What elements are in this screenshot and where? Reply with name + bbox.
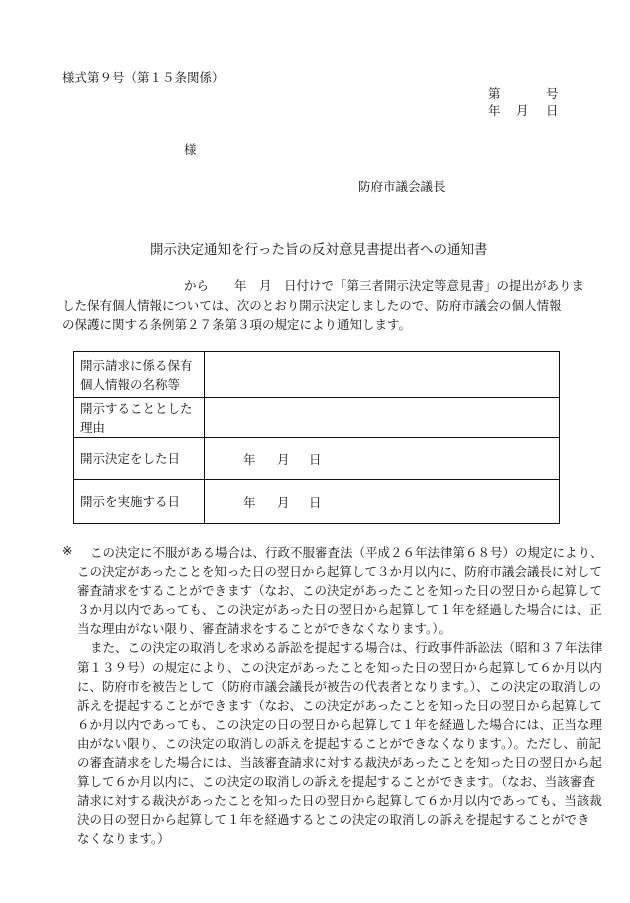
note-line: また、この決定の取消しを求める訴訟を提起する場合は、行政事件訴訟法（昭和３７年法律: [90, 640, 603, 656]
decision-date-value: [205, 438, 560, 480]
note-line: に、防府市を被告として（防府市議会議長が被告の代表者となります。）、この決定の取消しの: [77, 678, 602, 694]
row-label: [74, 398, 205, 438]
document-date: [488, 101, 559, 119]
table-row: [74, 438, 560, 480]
table-row: [74, 352, 560, 398]
row-label: [74, 352, 205, 398]
row-label-line: 個人情報の名称等: [80, 376, 181, 392]
note-line: 審査請求をすることができます（なお、この決定があったことを知った日の翌日から起算して: [77, 583, 602, 599]
date-year: 年: [243, 451, 256, 467]
note-line: 由がない限り、この決定の取消しの訴えを提起することができなくなります。）。ただし、前記: [77, 735, 602, 751]
note-line: ６か月以内であっても、この決定の日の翌日から起算して１年を経過した場合には、正当な理: [77, 716, 602, 732]
date-year: 年: [243, 494, 256, 510]
row-value: [205, 398, 560, 438]
note-mark: ※: [62, 543, 73, 558]
document-number: [488, 84, 559, 102]
doc-number-prefix: 第: [488, 86, 501, 101]
table-row: [74, 398, 560, 438]
intro-line: した保有個人情報については、次のとおり開示決定しましたので、防府市議会の個人情報: [62, 297, 562, 313]
doc-number-suffix: 号: [546, 86, 559, 101]
row-label: 開示を実施する日: [74, 480, 205, 524]
notes-section: [62, 543, 603, 849]
intro-line: から 年 月 日付けで「第三者開示決定等意見書」の提出がありま: [184, 278, 585, 293]
note-line: 算して６か月以内に、この決定の取消しの訴えを提起することができます。（なお、当該審査: [77, 774, 595, 790]
intro-paragraph: [62, 276, 585, 335]
addressee-honorific: 様: [184, 142, 197, 157]
note-line: この決定があったことを知った日の翌日から起算して３か月以内に、防府市議会議長に対して: [77, 564, 602, 580]
note-line: 第１３９号）の規定により、この決定があったことを知った日の翌日から起算して６か月以内: [77, 659, 602, 675]
note-line: の審査請求をした場合には、当該審査請求に対する裁決があったことを知った日の翌日から起: [77, 755, 602, 771]
document-title: 開示決定通知を行った旨の反対意見書提出者への通知書: [150, 242, 488, 258]
note-line: なくなります。）: [77, 831, 170, 847]
note-line: この決定に不服がある場合は、行政不服審査法（平成２６年法律第６８号）の規定により、: [90, 545, 603, 560]
date-day: 日: [309, 451, 322, 467]
note-line: ３か月以内であっても、この決定があった日の翌日から起算して１年を経過した場合には、正: [77, 602, 602, 618]
row-label: 開示決定をした日: [74, 438, 205, 480]
intro-line: の保護に関する条例第２７条第３項の規定により通知します。: [62, 317, 412, 332]
date-month: 月: [516, 103, 529, 118]
note-line: 当な理由がない限り、審査請求をすることができなくなります。）。: [77, 621, 452, 637]
date-month: 月: [277, 451, 290, 467]
row-label-line: 開示することとした: [80, 400, 193, 416]
note-line: 訴えを提起することができます（なお、この決定があったことを知った日の翌日から起算して: [77, 697, 602, 713]
note-line: 請求に対する裁決があったことを知った日の翌日から起算して６か月以内であっても、当該裁: [77, 793, 602, 809]
notice-table: [73, 351, 560, 524]
disclosure-date-value: [205, 480, 560, 524]
date-month: 月: [277, 494, 290, 510]
row-label-line: 開示請求に係る保有: [80, 357, 193, 373]
sender-title: 防府市議会議長: [358, 179, 446, 194]
row-label-line: 理由: [80, 419, 106, 435]
note-line: 決の日の翌日から起算して１年を経過するとこの決定の取消しの訴えを提起することができ: [77, 812, 590, 828]
date-day: 日: [309, 494, 322, 510]
table-row: [74, 480, 560, 524]
date-year: 年: [488, 103, 501, 118]
row-value: [205, 352, 560, 398]
date-day: 日: [546, 103, 559, 118]
form-number: 様式第９号（第１５条関係）: [62, 70, 225, 85]
